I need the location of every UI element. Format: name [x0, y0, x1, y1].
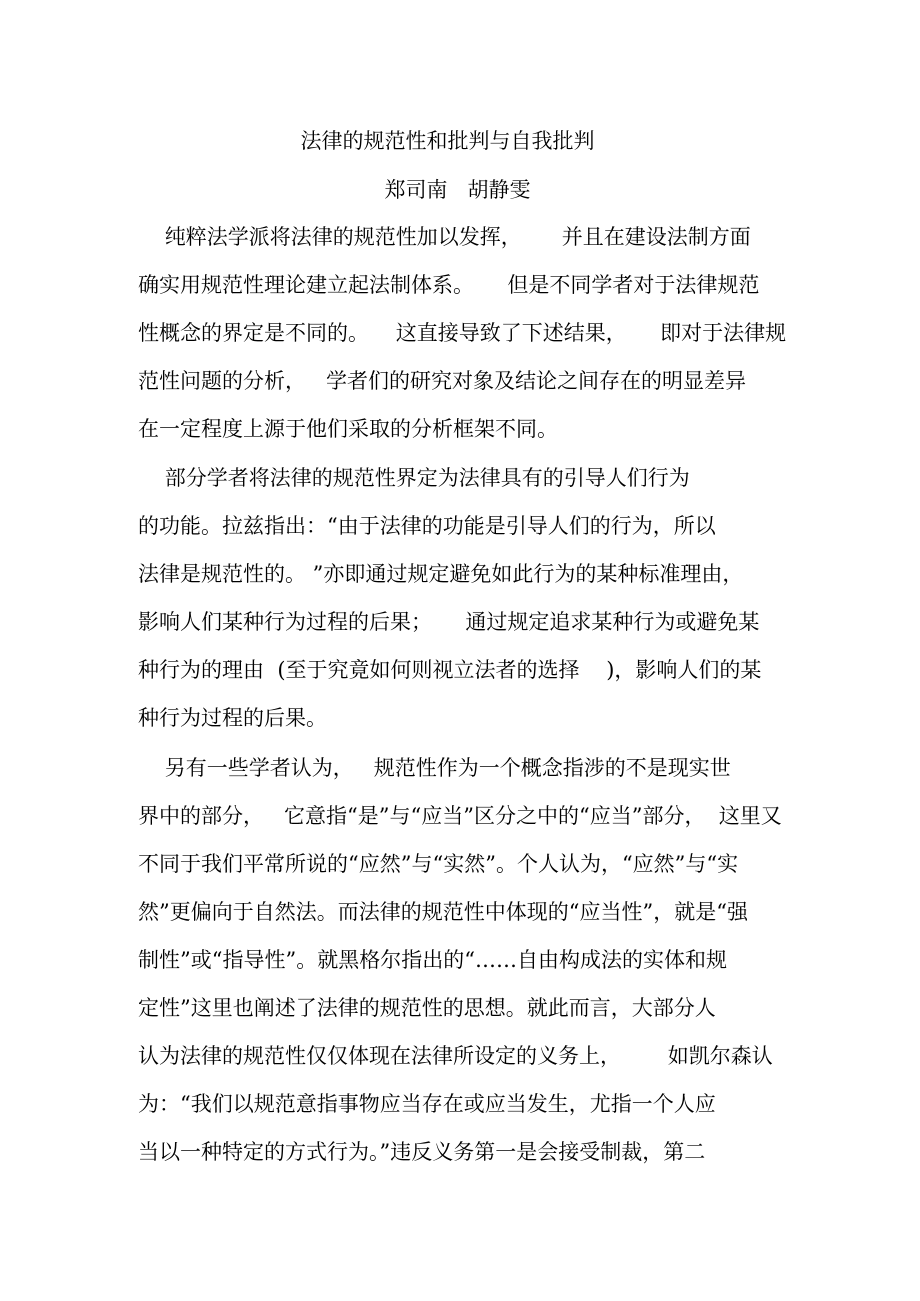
body-line: 纯粹法学派将法律的规范性加以发挥， 并且在建设法制方面 [138, 225, 751, 249]
body-line: 界中的部分， 它意指“是”与“应当”区分之中的“应当”部分， 这里又 [138, 804, 782, 828]
body-line: 然”更偏向于自然法。而法律的规范性中体现的“应当性”，就是“强 [138, 900, 748, 924]
body-line: 不同于我们平常所说的“应然”与“实然”。个人认为，“应然”与“实 [138, 852, 739, 876]
body-line: 种行为的理由 (至于究竟如何则视立法者的选择 )，影响人们的某 [138, 658, 762, 682]
body-line: 为：“我们以规范意指事物应当存在或应当发生，尤指一个人应 [138, 1092, 716, 1116]
body-line: 在一定程度上源于他们采取的分析框架不同。 [138, 417, 558, 441]
body-line: 认为法律的规范性仅仅体现在法律所设定的义务上， 如凯尔森认 [138, 1044, 773, 1068]
document-title: 法律的规范性和批判与自我批判 [300, 129, 595, 153]
body-line: 另有一些学者认为， 规范性作为一个概念指涉的不是现实世 [138, 756, 731, 780]
body-line: 定性”这里也阐述了法律的规范性的思想。就此而言，大部分人 [138, 996, 716, 1020]
body-line: 种行为过程的后果。 [138, 706, 327, 730]
body-line: 影响人们某种行为过程的后果； 通过规定追求某种行为或避免某 [138, 610, 760, 634]
body-line: 制性”或“指导性”。就黑格尔指出的“……自由构成法的实体和规 [138, 948, 727, 972]
body-line: 范性问题的分析， 学者们的研究对象及结论之间存在的明显差异 [138, 369, 747, 393]
body-line: 法律是规范性的。 ”亦即通过规定避免如此行为的某种标准理由， [138, 562, 744, 586]
body-line: 性概念的界定是不同的。 这直接导致了下述结果， 即对于法律规 [138, 321, 787, 345]
body-line: 的功能。拉兹指出：“由于法律的功能是引导人们的行为，所以 [138, 514, 716, 538]
body-line: 确实用规范性理论建立起法制体系。 但是不同学者对于法律规范 [138, 273, 760, 297]
body-line: 部分学者将法律的规范性界定为法律具有的引导人们行为 [138, 466, 690, 490]
document-authors: 郑司南 胡静雯 [384, 178, 531, 202]
body-line: 当以一种特定的方式行为。”违反义务第一是会接受制裁，第二 [138, 1140, 706, 1164]
